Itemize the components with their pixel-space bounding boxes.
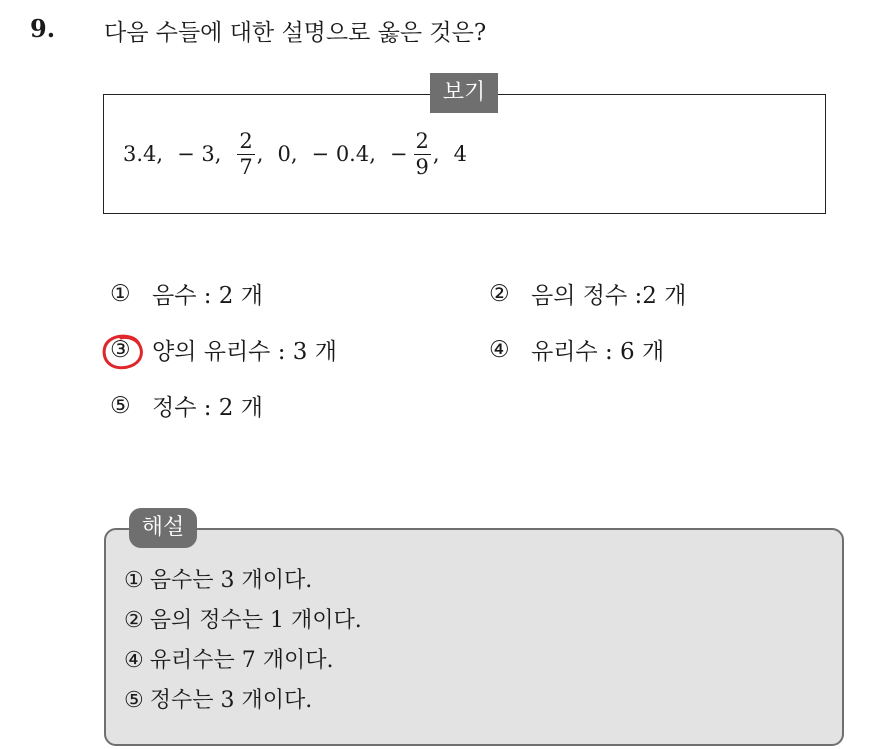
choice-4[interactable]: [489, 333, 664, 366]
choice-number: ①: [110, 280, 131, 307]
bogi-label: 보기: [430, 73, 498, 113]
choice-1[interactable]: [110, 277, 263, 310]
fraction-numerator: 2: [415, 128, 429, 153]
explanation-label: 해설: [129, 508, 197, 548]
number-item: 0 ,: [277, 142, 298, 166]
explanation-line: ① 음수는 3 개이다.: [124, 568, 313, 593]
choice-text: 양의 유리수 : 3 개: [152, 339, 337, 365]
choice-number: ②: [489, 280, 510, 307]
fraction-item: $\frac{2}{7}$ ,: [239, 128, 264, 179]
question-text: 다음 수들에 대한 설명으로 옳은 것은?: [104, 20, 487, 46]
number-item: − 3 ,: [177, 142, 222, 166]
choice-2[interactable]: [489, 277, 686, 310]
explanation-lines: [124, 563, 362, 723]
number-item: 3.4 ,: [123, 142, 164, 166]
explanation-line: ⑤ 정수는 3 개이다.: [124, 688, 313, 713]
number-item: − 0.4 ,: [311, 142, 376, 166]
explanation-line: ④ 유리수는 7 개이다.: [124, 648, 334, 673]
question-number: 9.: [30, 14, 56, 43]
choice-text: 정수 : 2 개: [152, 395, 263, 421]
choice-number: ⑤: [110, 392, 131, 419]
number-item: 4: [453, 142, 467, 166]
fraction-denominator: 9: [415, 154, 429, 179]
choice-5[interactable]: [110, 389, 263, 422]
fraction-denominator: 7: [239, 154, 253, 179]
fraction-item: − $\frac{2}{9}$ ,: [389, 128, 440, 179]
choice-number: ③: [110, 336, 131, 363]
bogi-numbers: [123, 124, 467, 184]
choice-text: 유리수 : 6 개: [531, 339, 665, 365]
explanation-line: ② 음의 정수는 1 개이다.: [124, 608, 362, 633]
choice-text: 음수 : 2 개: [152, 283, 263, 309]
fraction-numerator: 2: [239, 128, 253, 153]
choice-text: 음의 정수 :2 개: [531, 283, 687, 309]
answer-circle-mark: [99, 331, 147, 371]
choice-number: ④: [489, 336, 510, 363]
